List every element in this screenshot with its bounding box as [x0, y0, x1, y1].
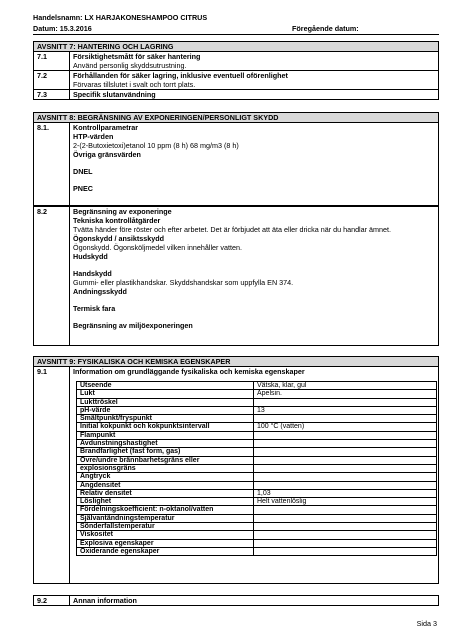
htp-label: HTP-värden: [73, 132, 114, 141]
property-row: [77, 415, 437, 423]
section-7-table: [33, 41, 439, 100]
section-8-table: [33, 112, 439, 206]
property-value: [254, 456, 437, 464]
page-number: Sida 3: [416, 619, 437, 628]
table-row: [34, 90, 439, 100]
environmental-exposure-label: Begränsning av miljöexponeringen: [73, 321, 193, 330]
subsection-heading: Annan information: [73, 596, 137, 605]
property-row: [77, 431, 437, 439]
document-date: Datum: 15.3.2016: [33, 24, 92, 33]
property-row: [77, 531, 437, 539]
property-name: Explosiva egenskaper: [77, 539, 254, 547]
property-name: Avdunstningshastighet: [77, 440, 254, 448]
skin-protection-label: Hudskydd: [73, 252, 108, 261]
property-name: Fördelningskoefficient: n-oktanol/vatten: [77, 506, 254, 514]
table-row: [34, 207, 439, 346]
property-row: [77, 398, 437, 406]
property-value: Vätska, klar, gul: [254, 382, 437, 390]
property-name: Initial kokpunkt och kokpunktsintervall: [77, 423, 254, 431]
property-row: [77, 382, 437, 390]
respiratory-protection-label: Andningsskydd: [73, 287, 127, 296]
section-number: 7.2: [34, 71, 70, 90]
subsection-heading: Information om grundläggande fysikaliska och kemiska egenskaper: [73, 367, 305, 376]
table-row: [34, 123, 439, 206]
property-value: [254, 473, 437, 481]
property-row: [77, 514, 437, 522]
section-number: 9.1: [34, 367, 70, 584]
property-name: Relativ densitet: [77, 489, 254, 497]
property-name: Övre/undre brännbarhetsgräns eller: [77, 456, 254, 464]
property-value: [254, 506, 437, 514]
subsection-heading: Försiktighetsmått för säker hantering: [73, 52, 201, 61]
section-number: 9.2: [34, 596, 70, 606]
property-value: [254, 464, 437, 472]
property-value: 100 °C (vatten): [254, 423, 437, 431]
section-8-2-table: [33, 206, 439, 346]
property-row: [77, 406, 437, 414]
previous-date: Föregående datum:: [292, 24, 359, 33]
property-value: [254, 481, 437, 489]
pnec-label: PNEC: [73, 184, 93, 193]
tech-controls-label: Tekniska kontrollåtgärder: [73, 216, 161, 225]
subsection-text: Använd personlig skyddsutrustning.: [73, 61, 187, 70]
subsection-heading: Begränsning av exponeringe: [73, 207, 172, 216]
property-value: [254, 398, 437, 406]
section-number: 8.1.: [34, 123, 70, 206]
eye-protection-text: Ögonskydd. Ögonsköljmedel vilken innehåller vatten.: [73, 243, 243, 252]
subsection-heading: Specifik slutanvändning: [73, 90, 156, 99]
property-row: [77, 547, 437, 555]
property-name: pH-värde: [77, 406, 254, 414]
property-name: Självantändningstemperatur: [77, 514, 254, 522]
property-name: Utseende: [77, 382, 254, 390]
property-row: [77, 473, 437, 481]
section-number: 7.3: [34, 90, 70, 100]
other-limits-label: Övriga gränsvärden: [73, 150, 141, 159]
dnel-label: DNEL: [73, 167, 93, 176]
eye-protection-label: Ögonskydd / ansiktsskydd: [73, 234, 165, 243]
property-value: 1,03: [254, 489, 437, 497]
hand-protection-label: Handskydd: [73, 269, 112, 278]
property-value: [254, 431, 437, 439]
table-row: [34, 71, 439, 90]
property-value: [254, 440, 437, 448]
property-row: [77, 506, 437, 514]
property-name: Brandfarlighet (fast form, gas): [77, 448, 254, 456]
property-value: [254, 514, 437, 522]
property-row: [77, 464, 437, 472]
property-value: [254, 531, 437, 539]
property-row: [77, 498, 437, 506]
property-value: [254, 539, 437, 547]
property-name: Ångtryck: [77, 473, 254, 481]
property-name: Ångdensitet: [77, 481, 254, 489]
property-value: [254, 448, 437, 456]
property-row: [77, 481, 437, 489]
property-row: [77, 390, 437, 398]
subsection-text: Förvaras tillslutet i svalt och torrt plats.: [73, 80, 196, 89]
property-value: [254, 415, 437, 423]
section-number: 8.2: [34, 207, 70, 346]
property-name: Löslighet: [77, 498, 254, 506]
property-row: [77, 456, 437, 464]
property-row: [77, 448, 437, 456]
property-row: [77, 423, 437, 431]
property-name: Oxiderande egenskaper: [77, 547, 254, 555]
property-name: Smältpunkt/fryspunkt: [77, 415, 254, 423]
property-name: explosionsgräns: [77, 464, 254, 472]
htp-value: 2-(2-Butoxietoxi)etanol 10 ppm (8 h) 68 mg/m3 (8 h): [73, 141, 239, 150]
header-divider: [33, 34, 439, 35]
section-8-title: AVSNITT 8: BEGRÄNSNING AV EXPONERINGEN/PERSONLIGT SKYDD: [34, 113, 439, 123]
property-name: Viskositet: [77, 531, 254, 539]
thermal-hazard-label: Termisk fara: [73, 304, 116, 313]
property-value: [254, 547, 437, 555]
property-value: [254, 523, 437, 531]
subsection-heading: Förhållanden för säker lagring, inklusive eventuell oförenlighet: [73, 71, 288, 80]
hand-protection-text: Gummi- eller plastikhandskar. Skyddshandskar som uppfylla EN 374.: [73, 278, 294, 287]
property-value: 13: [254, 406, 437, 414]
property-name: Lukt: [77, 390, 254, 398]
property-row: [77, 489, 437, 497]
property-name: Lukttröskel: [77, 398, 254, 406]
tech-controls-text: Tvätta händer före röster och efter arbetet. Det är förbjudet att äta eller dricka när du handlar ämnet.: [73, 225, 392, 234]
property-row: [77, 440, 437, 448]
table-row: [34, 596, 439, 606]
table-row: [34, 52, 439, 71]
section-7-title: AVSNITT 7: HANTERING OCH LAGRING: [34, 42, 439, 52]
properties-table: [76, 381, 437, 556]
property-value: Helt vattenlöslig: [254, 498, 437, 506]
subsection-heading: Kontrollparametrar: [73, 123, 139, 132]
property-name: Sönderfallstemperatur: [77, 523, 254, 531]
property-row: [77, 539, 437, 547]
property-name: Flampunkt: [77, 431, 254, 439]
property-value: Apelsin.: [254, 390, 437, 398]
section-9-title: AVSNITT 9: FYSIKALISKA OCH KEMISKA EGENSKAPER: [34, 357, 439, 367]
property-row: [77, 523, 437, 531]
section-9-2-table: [33, 595, 439, 606]
section-number: 7.1: [34, 52, 70, 71]
trade-name: Handelsnamn: LX HARJAKONESHAMPOO CITRUS: [33, 13, 208, 22]
